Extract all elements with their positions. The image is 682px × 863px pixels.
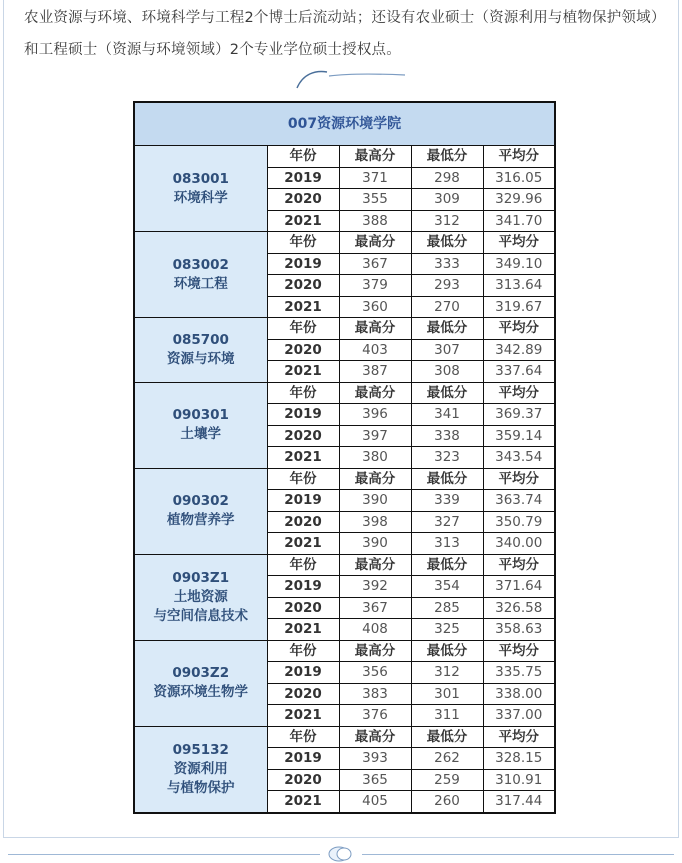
year-cell: 2019: [267, 167, 339, 189]
page-frame-left: [3, 0, 4, 838]
year-cell: 2021: [267, 791, 339, 813]
score-cell: 355: [339, 189, 411, 211]
score-table: [133, 101, 556, 814]
score-cell: 310.91: [483, 769, 555, 791]
major-header-row: [134, 146, 555, 168]
major-name-line: 土壤学: [180, 426, 221, 442]
score-cell: 341.70: [483, 210, 555, 232]
bottom-divider-right: [362, 854, 674, 855]
score-cell: 383: [339, 683, 411, 705]
score-cell: 396: [339, 404, 411, 426]
score-cell: 358.63: [483, 619, 555, 641]
column-header: 平均分: [483, 146, 555, 168]
score-cell: 341: [411, 404, 483, 426]
column-header: 最高分: [339, 640, 411, 662]
year-cell: 2020: [267, 597, 339, 619]
column-header: 最高分: [339, 468, 411, 490]
score-cell: 365: [339, 769, 411, 791]
score-cell: 328.15: [483, 748, 555, 770]
divider-swoosh-icon: [293, 66, 409, 92]
score-cell: 313.64: [483, 275, 555, 297]
column-header: 年份: [267, 554, 339, 576]
column-header: 平均分: [483, 382, 555, 404]
column-header: 年份: [267, 468, 339, 490]
major-name-line: 环境工程: [173, 275, 228, 292]
year-cell: 2020: [267, 339, 339, 361]
column-header: 年份: [267, 146, 339, 168]
year-cell: 2019: [267, 253, 339, 275]
score-cell: 312: [411, 210, 483, 232]
score-cell: 262: [411, 748, 483, 770]
score-cell: 308: [411, 361, 483, 383]
major-name-cell: [134, 726, 267, 813]
major-name-line: 095132: [172, 741, 229, 758]
score-cell: 343.54: [483, 447, 555, 469]
score-cell: 337.64: [483, 361, 555, 383]
score-cell: 326.58: [483, 597, 555, 619]
major-name-line: 环境科学: [173, 189, 228, 206]
score-cell: 356: [339, 662, 411, 684]
column-header: 年份: [267, 318, 339, 340]
score-cell: 309: [411, 189, 483, 211]
bottom-divider-left: [8, 854, 320, 855]
score-cell: 317.44: [483, 791, 555, 813]
page-frame-right: [678, 0, 679, 838]
major-name-line: 资源利用: [173, 760, 228, 777]
score-cell: 354: [411, 576, 483, 598]
score-cell: 371.64: [483, 576, 555, 598]
score-cell: 259: [411, 769, 483, 791]
year-cell: 2021: [267, 447, 339, 469]
score-cell: 313: [411, 533, 483, 555]
intro-paragraph: 农业资源与环境、环境科学与工程2个博士后流动站；还设有农业硕士（资源利用与植物保护领域）和工程硕士（资源与环境领域）2个专业学位硕士授权点。: [24, 10, 659, 58]
year-cell: 2021: [267, 361, 339, 383]
year-cell: 2019: [267, 576, 339, 598]
column-header: 平均分: [483, 640, 555, 662]
score-cell: 359.14: [483, 425, 555, 447]
major-header-row: [134, 232, 555, 254]
major-name-line: 083001: [172, 170, 229, 187]
score-cell: 398: [339, 511, 411, 533]
major-name-cell: [134, 382, 267, 468]
column-header: 最高分: [339, 146, 411, 168]
score-cell: 387: [339, 361, 411, 383]
score-cell: 367: [339, 597, 411, 619]
year-cell: 2021: [267, 619, 339, 641]
score-cell: 369.37: [483, 404, 555, 426]
score-cell: 405: [339, 791, 411, 813]
year-cell: 2020: [267, 769, 339, 791]
major-name-line: 0903Z2: [172, 665, 230, 681]
column-header: 平均分: [483, 232, 555, 254]
major-header-row: [134, 468, 555, 490]
year-cell: 2019: [267, 490, 339, 512]
score-cell: 408: [339, 619, 411, 641]
column-header: 最低分: [411, 468, 483, 490]
score-cell: 319.67: [483, 296, 555, 318]
score-cell: 307: [411, 339, 483, 361]
score-cell: 379: [339, 275, 411, 297]
score-cell: 327: [411, 511, 483, 533]
column-header: 最低分: [411, 554, 483, 576]
major-name-line: 090301: [172, 407, 229, 423]
column-header: 最高分: [339, 232, 411, 254]
score-cell: 339: [411, 490, 483, 512]
score-cell: 338: [411, 425, 483, 447]
score-cell: 350.79: [483, 511, 555, 533]
column-header: 平均分: [483, 468, 555, 490]
year-cell: 2021: [267, 705, 339, 727]
page-frame-bottom: [3, 837, 679, 838]
score-cell: 367: [339, 253, 411, 275]
major-name-cell: [134, 318, 267, 383]
table-body: [134, 146, 555, 813]
column-header: 最高分: [339, 554, 411, 576]
score-cell: 298: [411, 167, 483, 189]
table-title: 007资源环境学院: [134, 102, 555, 146]
column-header: 最低分: [411, 726, 483, 748]
year-cell: 2021: [267, 296, 339, 318]
score-cell: 285: [411, 597, 483, 619]
major-name-line: 资源与环境: [167, 350, 235, 367]
score-cell: 390: [339, 490, 411, 512]
score-cell: 376: [339, 705, 411, 727]
score-cell: 316.05: [483, 167, 555, 189]
score-cell: 301: [411, 683, 483, 705]
year-cell: 2019: [267, 404, 339, 426]
score-cell: 312: [411, 662, 483, 684]
year-cell: 2019: [267, 748, 339, 770]
score-cell: 388: [339, 210, 411, 232]
score-cell: 349.10: [483, 253, 555, 275]
score-cell: 371: [339, 167, 411, 189]
major-name-cell: [134, 232, 267, 318]
major-header-row: [134, 554, 555, 576]
bottom-ornament-icon: [327, 846, 355, 862]
major-name-line: 与空间信息技术: [153, 607, 248, 624]
score-cell: 393: [339, 748, 411, 770]
score-cell: 270: [411, 296, 483, 318]
column-header: 年份: [267, 726, 339, 748]
year-cell: 2019: [267, 662, 339, 684]
score-cell: 392: [339, 576, 411, 598]
score-cell: 260: [411, 791, 483, 813]
major-name-line: 与植物保护: [167, 779, 235, 796]
score-cell: 340.00: [483, 533, 555, 555]
column-header: 最低分: [411, 318, 483, 340]
major-name-cell: [134, 146, 267, 232]
column-header: 最低分: [411, 640, 483, 662]
major-name-line: 085700: [172, 331, 229, 348]
column-header: 最高分: [339, 382, 411, 404]
score-cell: 338.00: [483, 683, 555, 705]
column-header: 年份: [267, 382, 339, 404]
score-cell: 403: [339, 339, 411, 361]
major-name-line: 083002: [172, 256, 229, 273]
column-header: 最低分: [411, 146, 483, 168]
score-cell: 293: [411, 275, 483, 297]
score-cell: 311: [411, 705, 483, 727]
major-name-line: 植物营养学: [167, 512, 235, 528]
column-header: 年份: [267, 232, 339, 254]
major-name-cell: [134, 468, 267, 554]
year-cell: 2020: [267, 683, 339, 705]
year-cell: 2020: [267, 275, 339, 297]
column-header: 最低分: [411, 232, 483, 254]
column-header: 平均分: [483, 554, 555, 576]
column-header: 平均分: [483, 318, 555, 340]
column-header: 最高分: [339, 318, 411, 340]
column-header: 年份: [267, 640, 339, 662]
major-name-line: 土地资源: [173, 588, 228, 605]
score-cell: 325: [411, 619, 483, 641]
score-cell: 397: [339, 425, 411, 447]
major-name-cell: [134, 554, 267, 640]
major-name-cell: [134, 640, 267, 726]
score-cell: 333: [411, 253, 483, 275]
score-cell: 342.89: [483, 339, 555, 361]
major-name-line: 090302: [172, 493, 229, 509]
major-header-row: [134, 382, 555, 404]
score-cell: 337.00: [483, 705, 555, 727]
major-header-row: [134, 640, 555, 662]
column-header: 最低分: [411, 382, 483, 404]
column-header: 最高分: [339, 726, 411, 748]
score-cell: 335.75: [483, 662, 555, 684]
major-name-line: 资源环境生物学: [153, 684, 248, 700]
major-header-row: [134, 726, 555, 748]
year-cell: 2020: [267, 189, 339, 211]
year-cell: 2020: [267, 425, 339, 447]
major-header-row: [134, 318, 555, 340]
score-cell: 380: [339, 447, 411, 469]
score-cell: 323: [411, 447, 483, 469]
score-cell: 390: [339, 533, 411, 555]
year-cell: 2021: [267, 210, 339, 232]
score-cell: 363.74: [483, 490, 555, 512]
major-name-line: 0903Z1: [172, 569, 230, 586]
year-cell: 2021: [267, 533, 339, 555]
column-header: 平均分: [483, 726, 555, 748]
year-cell: 2020: [267, 511, 339, 533]
score-cell: 329.96: [483, 189, 555, 211]
score-cell: 360: [339, 296, 411, 318]
